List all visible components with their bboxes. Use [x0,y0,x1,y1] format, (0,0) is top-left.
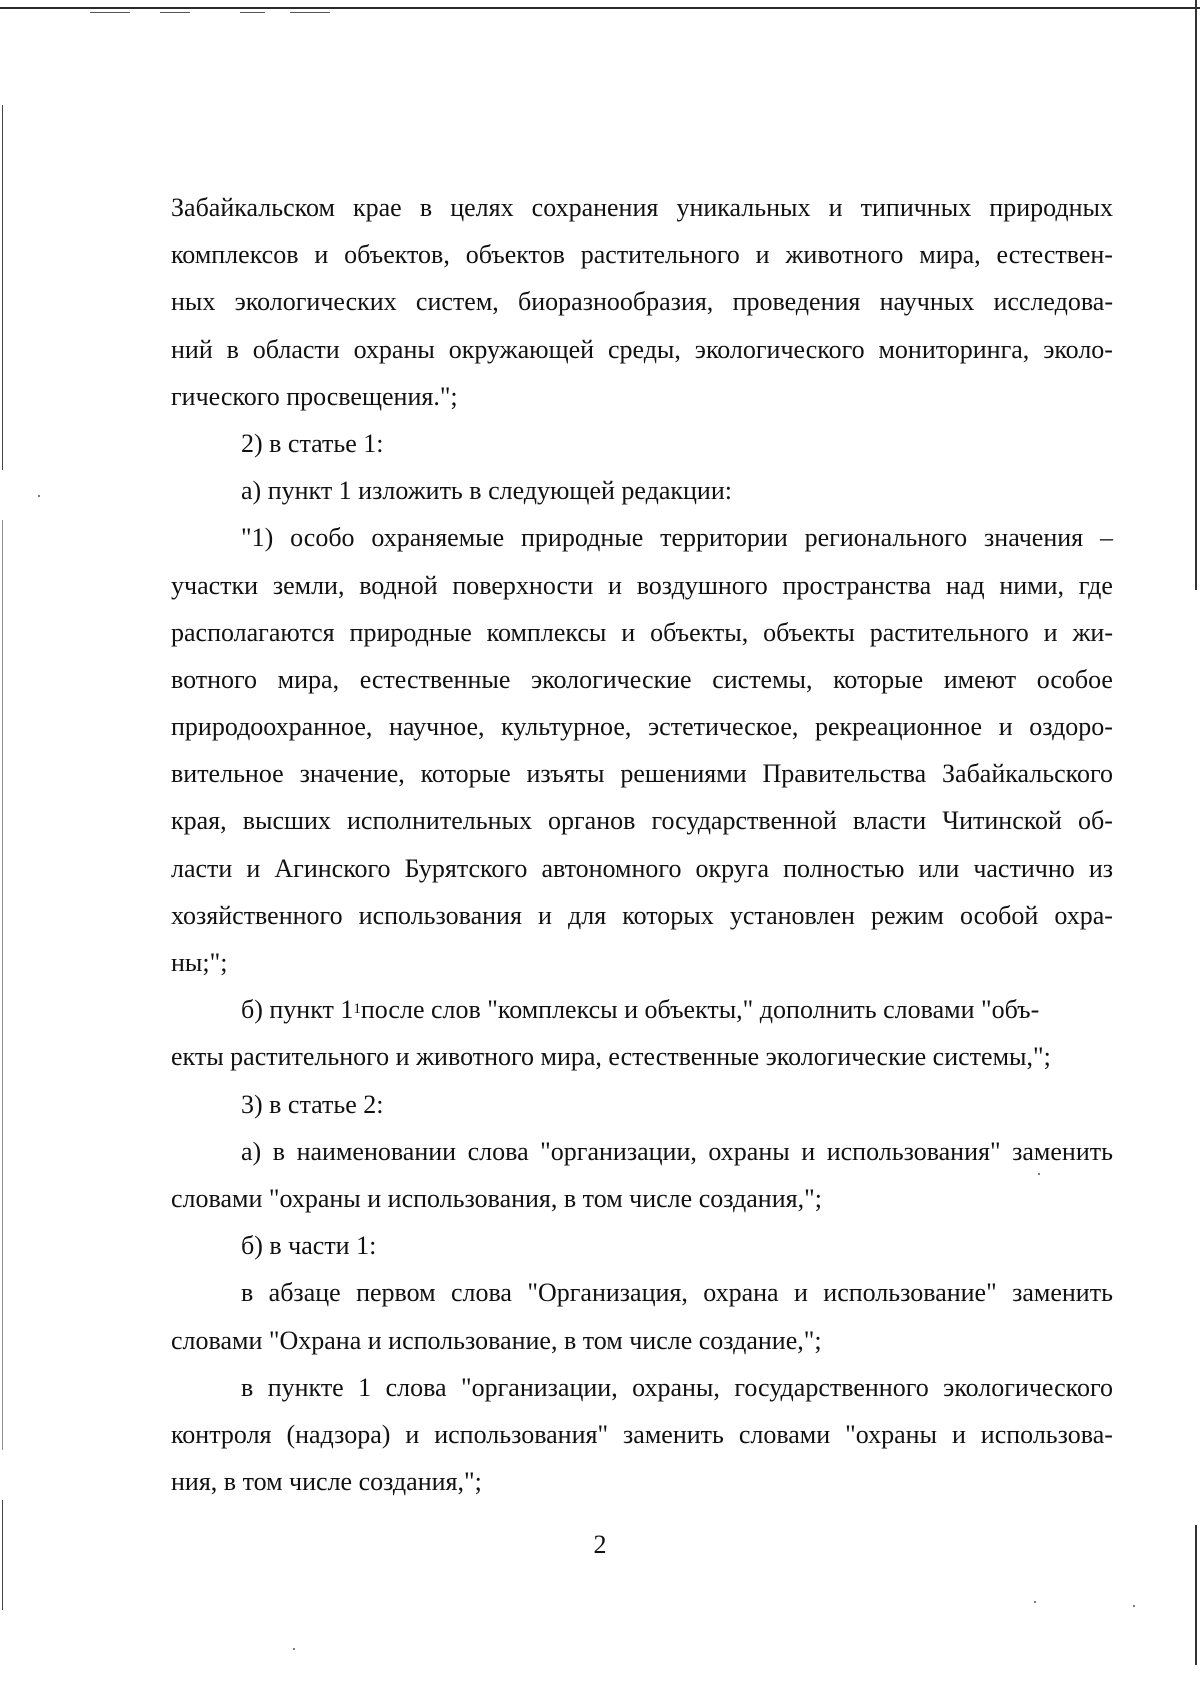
word: Агинского [274,853,391,883]
word: особо [290,523,355,553]
text-line [171,986,1113,1033]
text-line: ны;"; [171,948,228,977]
text-line [171,231,1113,278]
text-line [171,703,1113,750]
paragraph-item-3a [171,1128,1113,1222]
word: ний [171,334,213,364]
word: природные [521,523,644,553]
text-line [171,845,1113,892]
word: хозяйственного [171,900,343,930]
word: биоразнообразия, [518,287,714,317]
word: исследова- [993,287,1113,317]
word: частично [973,853,1075,883]
scan-left-edge [2,520,3,1450]
word: и [998,712,1013,742]
word: 1 [358,1372,372,1402]
word: и [608,570,622,600]
word: эстетическое, [648,712,799,742]
word: изъяты [526,759,605,789]
word: комплексы [486,617,607,647]
paragraph-item-2 [171,420,1113,467]
text-line: ния, в том числе создания,"; [171,1467,482,1497]
text-line: гического просвещения."; [171,381,458,411]
text-line [171,609,1113,656]
word: полностью [783,853,905,883]
word: решениями [620,759,747,789]
word: вительное [171,759,284,789]
document-body [171,184,1113,1505]
scan-artifact [160,12,190,13]
word: использования [358,900,522,930]
word: природоохранное, [171,712,373,742]
word: участки [171,570,259,600]
text-line: б) в части 1: [241,1231,377,1261]
word: пространства [782,570,932,600]
word: об- [1078,806,1113,836]
word: ними, [999,570,1065,600]
text-line [171,1269,1113,1316]
word: экологические [531,664,692,694]
word: экологического [943,1372,1113,1402]
word: и [1043,617,1058,647]
text-line [171,892,1113,939]
inline-text: б) пункт $1^1после$ слов "комплексы и объекты," дополнить словами "объ- [241,995,1040,1025]
word: охра- [1054,900,1113,930]
word: экологического [694,334,865,364]
scan-right-edge [1195,0,1197,590]
word: которые [833,664,924,694]
word: и [538,900,552,930]
word: среды, [607,334,681,364]
word: в [272,1136,286,1166]
word: слова [450,1278,512,1308]
word: Правительства [762,759,927,789]
word: значения [984,523,1084,553]
word: слова [467,1136,529,1166]
scan-speck [293,1648,295,1650]
word: естественные [359,664,511,694]
word: округа [695,853,770,883]
word: "организации, [461,1372,618,1402]
word: наименовании [296,1136,457,1166]
word: и [314,240,329,270]
scan-artifact [290,12,330,13]
text-line: а) пункт 1 изложить в следующей редакции: [241,476,732,506]
word: растительного [869,617,1029,647]
superscript: 1 [353,1001,361,1018]
paragraph-intro-continued [171,184,1113,420]
word: культурное, [501,712,632,742]
text-line: 3) в статье 2: [241,1089,384,1119]
word: объекты [763,617,855,647]
word: власти [852,806,927,836]
word: в [419,193,433,222]
paragraph-item-2a [171,467,1113,514]
word: слова [385,1372,447,1402]
word: естествен- [996,240,1113,270]
word: объектов, [344,240,450,270]
word: располагаются [171,617,335,647]
word: которых [622,900,714,930]
word: комплексов [171,240,299,270]
text-line [171,278,1113,325]
word: (надзора) [286,1419,391,1449]
word: Читинской [942,806,1062,836]
word: и [246,853,261,883]
paragraph-first-abzac [171,1269,1113,1363]
page-number: 2 [593,1530,607,1559]
word: научное, [389,712,485,742]
word: или [918,853,960,883]
scan-speck [38,495,40,497]
word: воздушного [636,570,768,600]
word: заменить [623,1419,724,1449]
word: Забайкальского [942,759,1113,789]
text-line: словами "охраны и использования, в том числе создания,"; [171,1183,822,1213]
scan-speck [1034,1601,1036,1603]
word: регионального [804,523,968,553]
paragraph-point-1 [171,1364,1113,1506]
word: над [945,570,985,600]
word: в [226,334,239,364]
word: использование" [823,1278,997,1308]
word: объекты, [650,617,749,647]
word: охраны, [632,1372,720,1402]
word: Бурятского [404,853,528,883]
word: государственного [734,1372,929,1402]
word: – [1099,523,1113,553]
paragraph-item-3b [171,1222,1113,1269]
text-line [171,1128,1113,1175]
word: охраны [353,334,435,364]
word: высших [242,806,331,836]
word: природных [989,193,1113,222]
word: заменить [1012,1136,1113,1166]
word: рекреационное [815,712,983,742]
word: автономного [541,853,682,883]
text-line [171,1411,1113,1458]
word: государственной [651,806,837,836]
word: в [241,1372,254,1402]
word: заменить [1012,1278,1113,1308]
paragraph-item-2b [171,986,1113,1080]
word: водной [359,570,438,600]
word: территории [660,523,788,553]
word: для [568,900,607,930]
text-line [171,656,1113,703]
word: земли, [272,570,345,600]
word: "1) [241,523,274,553]
scan-artifact [240,12,265,13]
word: использования" [434,1419,609,1449]
text-line [171,184,1113,231]
word: особой [959,900,1039,930]
word: проведения [732,287,861,317]
word: контроля [171,1419,272,1449]
word: типичных [860,193,972,222]
word: абзаце [268,1278,341,1308]
word: исполнительных [347,806,532,836]
word: и [405,1419,420,1449]
word: уникальных [676,193,811,222]
word: и [621,617,636,647]
word: а) [241,1136,262,1166]
word: в [241,1278,254,1308]
word: особое [1036,664,1113,694]
word: Забайкальском [171,193,335,222]
word: из [1088,853,1113,883]
word: системы, [712,664,813,694]
word: сохранения [531,193,659,222]
word: и [801,1136,816,1166]
word: окружающей [448,334,595,364]
word: органов [548,806,636,836]
text-line [171,1364,1113,1411]
word: жи- [1072,617,1113,647]
scan-speck [1133,1605,1135,1607]
text-line [171,750,1113,797]
word: охраны [708,1136,790,1166]
text-line [171,514,1113,561]
word: первом [356,1278,436,1308]
word: где [1078,570,1113,600]
word: объектов [465,240,565,270]
word: значение, [299,759,405,789]
text-line [171,797,1113,844]
scan-left-edge [2,105,3,470]
word: "Организация, [527,1278,688,1308]
word: "организации, [540,1136,697,1166]
paragraph-item-3 [171,1081,1113,1128]
word: систем, [415,287,499,317]
word: области [252,334,340,364]
word: использова- [980,1419,1113,1449]
word: животного [785,240,904,270]
word: эколо- [1043,334,1113,364]
text-line [171,326,1113,373]
word: и [755,240,770,270]
paragraph-definition-1 [171,514,1113,986]
word: мира, [277,664,340,694]
text-line: екты растительного и животного мира, естественные экологические системы,"; [171,1042,1051,1072]
word: природные [349,617,472,647]
word: и [793,1278,808,1308]
word: ласти [171,853,233,883]
word: поверхности [452,570,594,600]
word: научных [879,287,975,317]
text-line: словами "Охрана и использование, в том числе создание,"; [171,1325,822,1355]
word: растительного [580,240,740,270]
word: экологических [234,287,397,317]
word: использования" [826,1136,1001,1166]
word: охраняемые [371,523,505,553]
word: целях [450,193,514,222]
text-line: 2) в статье 1: [241,428,384,458]
word: "охраны [845,1419,937,1449]
word: режим [871,900,944,930]
word: которые [420,759,511,789]
word: мира, [919,240,981,270]
word: словами [738,1419,831,1449]
word: оздоро- [1029,712,1113,742]
word: охрана [703,1278,779,1308]
text-line [171,562,1113,609]
word: крае [353,193,402,222]
word: и [951,1419,966,1449]
word: установлен [729,900,855,930]
word: имеют [943,664,1017,694]
word: мониторинга, [878,334,1030,364]
word: края, [171,806,227,836]
word: вотного [171,664,258,694]
word: и [828,193,843,222]
word: пункте [267,1372,344,1402]
word: ных [171,287,216,317]
scan-top-border [0,7,1200,9]
scan-artifact [90,12,130,13]
